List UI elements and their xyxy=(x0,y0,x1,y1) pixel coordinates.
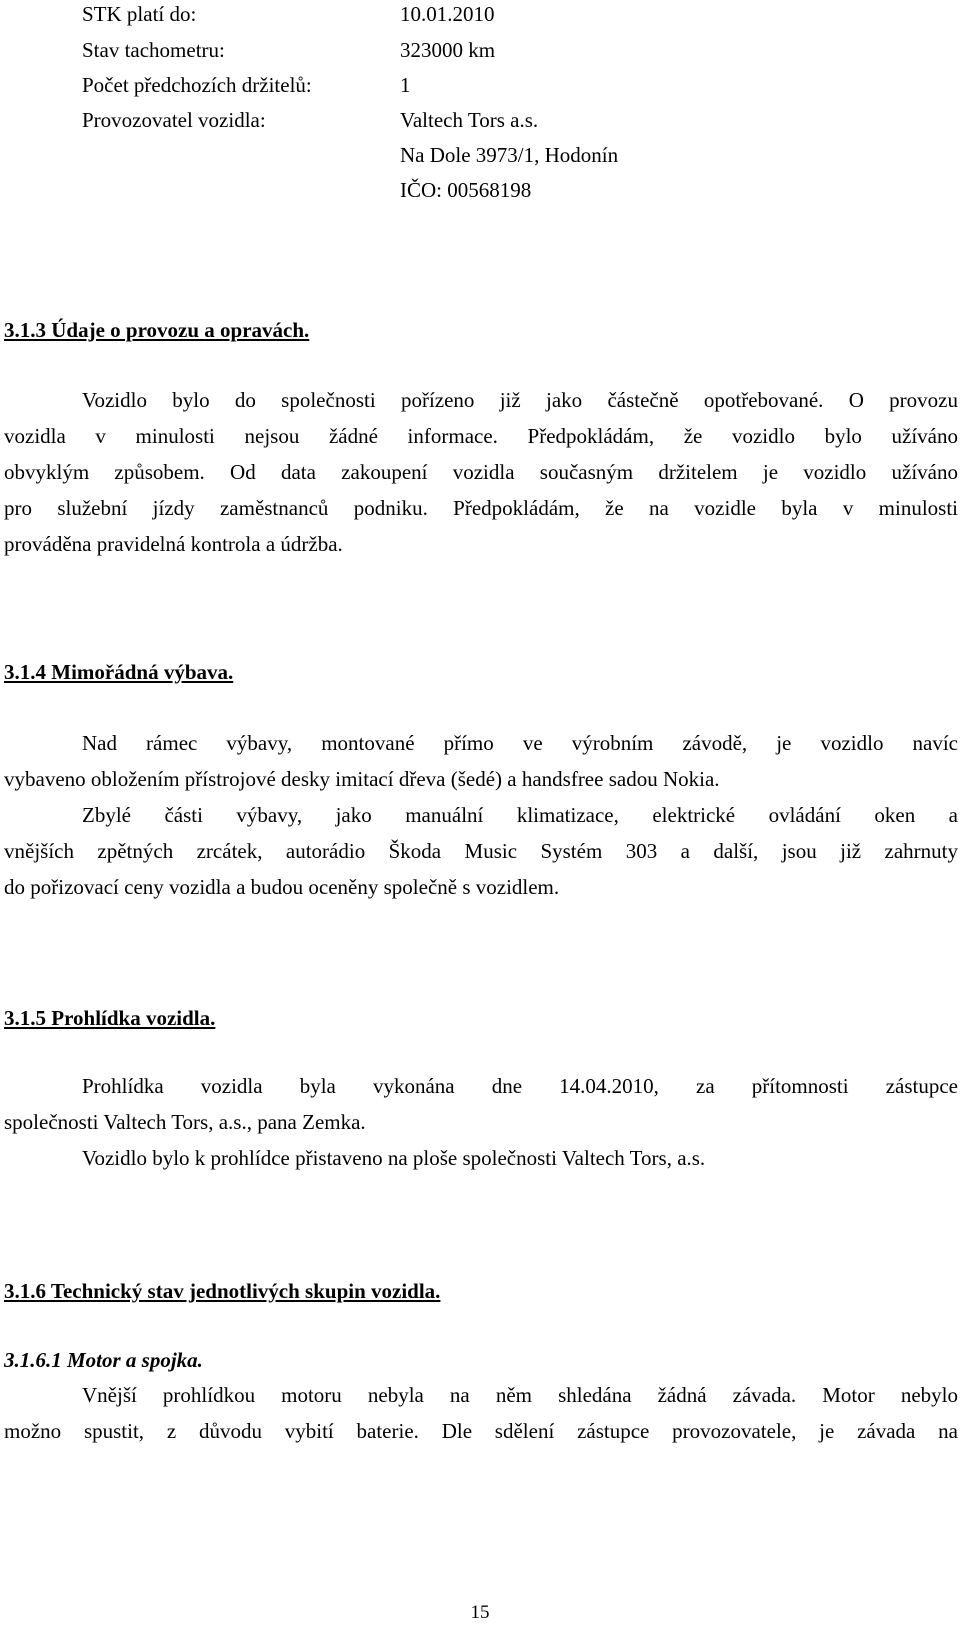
paragraph-line: Vozidlo bylo do společnosti pořízeno již jako částečně opotřebované. O provozu xyxy=(82,388,958,412)
section-3-1-4-heading: 3.1.4 Mimořádná výbava. xyxy=(4,660,234,684)
paragraph-line: obvyklým způsobem. Od data zakoupení vozidla současným držitelem je vozidlo užíváno xyxy=(4,460,958,484)
page-number: 15 xyxy=(470,1602,490,1623)
paragraph-line: do pořizovací ceny vozidla a budou oceněny společně s vozidlem. xyxy=(4,875,560,899)
paragraph-line: vybaveno obložením přístrojové desky imitací dřeva (šedé) a handsfree sadou Nokia. xyxy=(4,767,720,791)
stk-label: STK platí do: xyxy=(82,2,197,26)
paragraph-line: vnějších zpětných zrcátek, autorádio Škoda Music Systém 303 a další, jsou již zahrnuty xyxy=(4,839,958,863)
section-3-1-5-paragraph xyxy=(4,1068,958,1176)
paragraph-line: společnosti Valtech Tors, a.s., pana Zemka. xyxy=(4,1110,366,1134)
paragraph-line: Vnější prohlídkou motoru nebyla na něm shledána žádná závada. Motor nebylo xyxy=(82,1383,958,1407)
previous-owners-label: Počet předchozích držitelů: xyxy=(82,73,312,97)
paragraph-line: možno spustit, z důvodu vybití baterie. Dle sdělení zástupce provozovatele, je závada na xyxy=(4,1419,958,1443)
paragraph-line: vozidla v minulosti nejsou žádné informace. Předpokládám, že vozidlo bylo užíváno xyxy=(4,424,958,448)
section-3-1-6-heading: 3.1.6 Technický stav jednotlivých skupin vozidla. xyxy=(4,1279,441,1303)
section-3-1-6-1-heading: 3.1.6.1 Motor a spojka. xyxy=(4,1348,203,1372)
operator-ico: IČO: 00568198 xyxy=(400,178,532,202)
paragraph-line: Prohlídka vozidla byla vykonána dne 14.04.2010, za přítomnosti zástupce xyxy=(82,1074,958,1098)
section-3-1-3-paragraph xyxy=(4,382,958,562)
operator-address: Na Dole 3973/1, Hodonín xyxy=(400,143,619,167)
paragraph-line: prováděna pravidelná kontrola a údržba. xyxy=(4,532,343,556)
previous-owners-value: 1 xyxy=(400,73,411,97)
paragraph-line: Nad rámec výbavy, montované přímo ve výrobním závodě, je vozidlo navíc xyxy=(82,731,958,755)
section-3-1-4-paragraph xyxy=(4,725,958,905)
operator-label: Provozovatel vozidla: xyxy=(82,108,266,132)
stk-value: 10.01.2010 xyxy=(400,2,495,26)
tachometer-value: 323000 km xyxy=(400,38,496,62)
paragraph-line: Vozidlo bylo k prohlídce přistaveno na ploše společnosti Valtech Tors, a.s. xyxy=(82,1146,706,1170)
section-3-1-5-heading: 3.1.5 Prohlídka vozidla. xyxy=(4,1006,216,1030)
operator-name: Valtech Tors a.s. xyxy=(400,108,539,132)
section-3-1-6-1-paragraph xyxy=(4,1377,958,1449)
section-3-1-3-heading: 3.1.3 Údaje o provozu a opravách. xyxy=(4,318,310,342)
paragraph-line: pro služební jízdy zaměstnanců podniku. Předpokládám, že na vozidle byla v minulosti xyxy=(4,496,958,520)
paragraph-line: Zbylé části výbavy, jako manuální klimatizace, elektrické ovládání oken a xyxy=(82,803,958,827)
tachometer-label: Stav tachometru: xyxy=(82,38,225,62)
